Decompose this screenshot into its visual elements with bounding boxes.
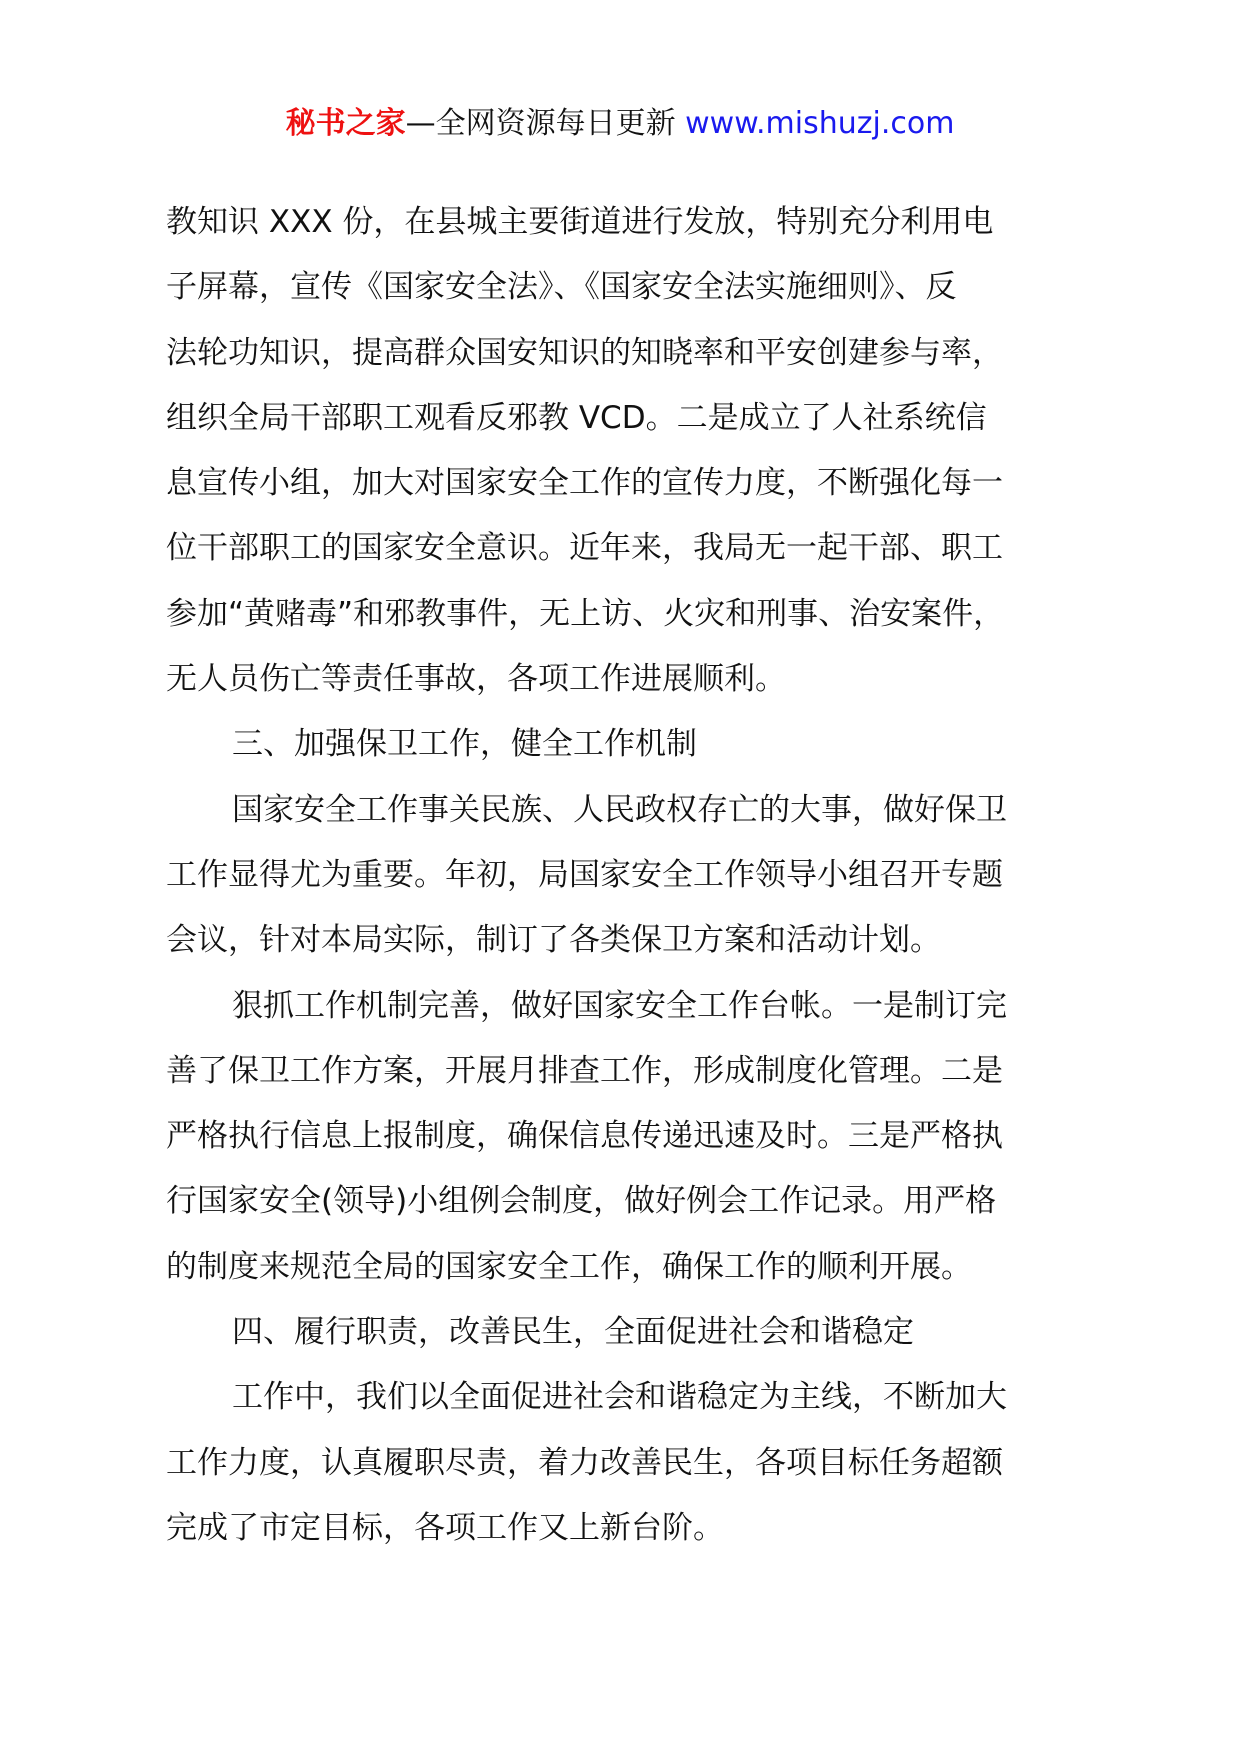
text-line: 善了保卫工作方案，开展月排查工作，形成制度化管理。二是 xyxy=(166,1052,1003,1089)
text-line: 工作显得尤为重要。年初，局国家安全工作领导小组召开专题 xyxy=(166,856,1003,893)
text-line: 无人员伤亡等责任事故，各项工作进展顺利。 xyxy=(166,661,786,698)
text-line: 息宣传小组，加大对国家安全工作的宣传力度，不断强化每一 xyxy=(166,465,1003,502)
section-heading-4: 四、履行职责，改善民生，全面促进社会和谐稳定 xyxy=(232,1314,914,1351)
text-line: 教知识 XXX 份，在县城主要街道进行发放，特别充分利用电 xyxy=(166,204,994,240)
section-heading-3: 三、加强保卫工作，健全工作机制 xyxy=(232,726,697,763)
document-body xyxy=(166,190,1106,1561)
site-url-link[interactable]: www.mishuzj.com xyxy=(685,106,955,141)
page-header xyxy=(0,100,1240,148)
text-line: 工作力度，认真履职尽责，着力改善民生，各项目标任务超额 xyxy=(166,1444,1003,1481)
header-tagline: —全网资源每日更新 xyxy=(405,106,686,141)
brand-name: 秘书之家 xyxy=(285,106,406,141)
text-line: 位干部职工的国家安全意识。近年来，我局无一起干部、职工 xyxy=(166,530,1003,567)
text-line: 参加“黄赌毒”和邪教事件，无上访、火灾和刑事、治安案件， xyxy=(166,595,1005,632)
paragraph-propaganda xyxy=(166,190,1106,712)
text-line: 狠抓工作机制完善，做好国家安全工作台帐。一是制订完 xyxy=(232,987,1007,1024)
paragraph-security-importance xyxy=(166,778,1106,974)
text-line: 完成了市定目标，各项工作又上新台阶。 xyxy=(166,1509,724,1546)
text-line: 工作中，我们以全面促进社会和谐稳定为主线，不断加大 xyxy=(232,1379,1007,1416)
text-line: 行国家安全(领导)小组例会制度，做好例会工作记录。用严格 xyxy=(166,1183,997,1220)
paragraph-social-harmony xyxy=(166,1365,1106,1561)
paragraph-mechanism xyxy=(166,974,1106,1300)
text-line: 法轮功知识，提高群众国安知识的知晓率和平安创建参与率， xyxy=(166,334,1003,371)
text-line: 组织全局干部职工观看反邪教 VCD。二是成立了人社系统信 xyxy=(166,399,987,436)
text-line: 国家安全工作事关民族、人民政权存亡的大事，做好保卫 xyxy=(232,791,1007,828)
text-line: 严格执行信息上报制度，确保信息传递迅速及时。三是严格执 xyxy=(166,1118,1003,1155)
text-line: 子屏幕，宣传《国家安全法》、《国家安全法实施细则》、反 xyxy=(166,269,957,306)
text-line: 的制度来规范全局的国家安全工作，确保工作的顺利开展。 xyxy=(166,1248,972,1285)
text-line: 会议，针对本局实际，制订了各类保卫方案和活动计划。 xyxy=(166,922,941,959)
